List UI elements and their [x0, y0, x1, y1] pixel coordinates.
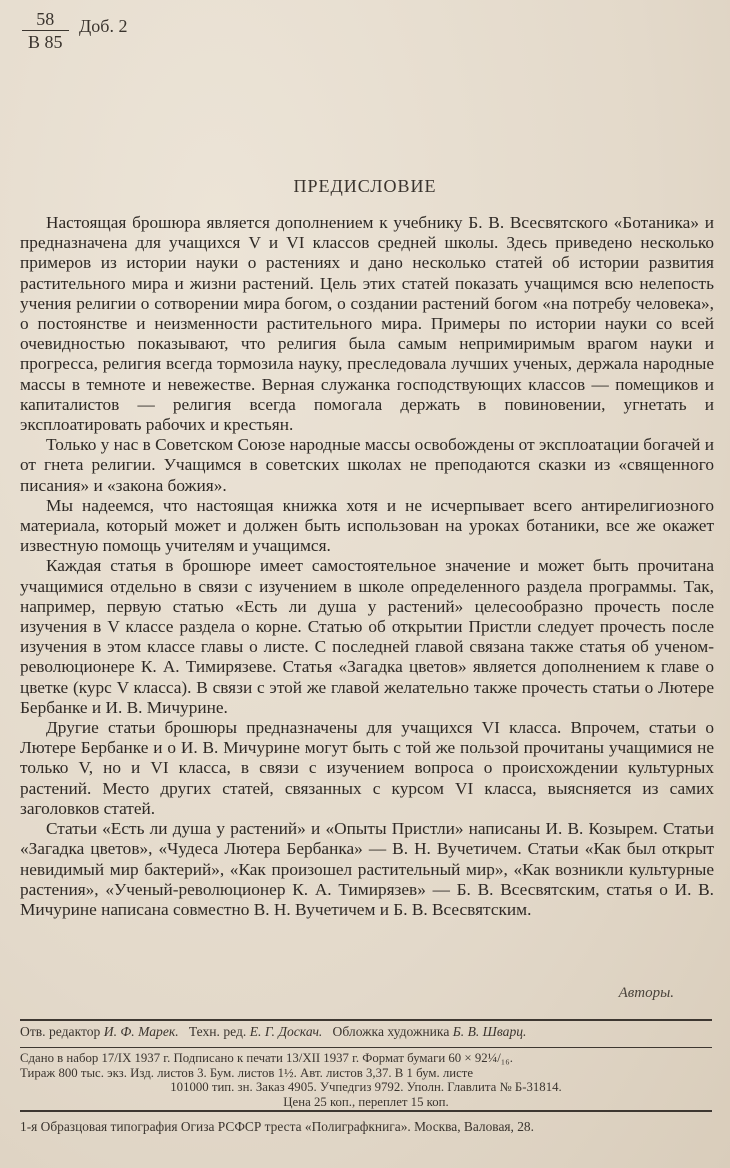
paragraph-4: Каждая статья в брошюре имеет самостоятельное значение и может быть прочитана учащимися отдельно в связи с изучением в школе определенного раздела программы. Так, например, первую статью «Есть ли душа у растений» целесообразно прочесть после изучения в V классе раздела о корне. Статью об открытии Пристли следует прочесть после изучения в этом классе главы о листе. С последней главой связана также статья об ученом-революционере К. А. Тимирязеве. Статья «Загадка цветов» является дополнением к главе о цветке (курс V класса). В связи с этой же главой желательно также прочесть статьи о Лютере Бербанке и И. В. Мичурине.	[20, 556, 714, 717]
classification-letter: В 85	[28, 32, 63, 52]
preface-text	[20, 213, 714, 920]
imprint-block	[20, 1051, 712, 1109]
paragraph-6: Статьи «Есть ли душа у растений» и «Опыты Пристли» написаны И. В. Козырем. Статьи «Загадка цветов», «Чудеса Лютера Бербанка» — В. Н. Вучетичем. Статьи «Как был открыт невидимый мир бактерий», «Как произошел растительный мир», «Как возникли культурные растения», «Ученый-революционер К. А. Тимирязев» — Б. В. Всесвятским, статья о И. В. Мичурине написана совместно В. Н. Вучетичем и Б. В. Всесвятским.	[20, 819, 714, 919]
page-title: ПРЕДИСЛОВИЕ	[293, 176, 437, 196]
paragraph-5: Другие статьи брошюры предназначены для учащихся VI класса. Впрочем, статьи о Лютере Бербанке и о И. В. Мичурине могут быть с той же пользой прочитаны учащимися не только V, но и VI класса, в связи с изучением вопроса о происхождении культурных растений. Место других статей, связанных с курсом VI класса, выясняется из самих заголовков статей.	[20, 718, 714, 818]
printer-line: 1-я Образцовая типография Огиза РСФСР треста «Полиграфкнига». Москва, Валовая, 28.	[20, 1119, 534, 1134]
paragraph-2: Только у нас в Советском Союзе народные массы освобождены от эксплоатации богачей и от гнета религии. Учащимся в советских школах не преподаются сказки из «священного писания» и «закона божия».	[20, 435, 714, 495]
classification-number: 58	[22, 8, 69, 31]
editor-name: И. Ф. Марек.	[103, 1024, 179, 1039]
imprint-line: 101000 тип. зн. Заказ 4905. Учпедгиз 9792. Уполн. Главлита № Б-31814.	[170, 1080, 562, 1095]
paragraph-1: Настоящая брошюра является дополнением к учебнику Б. В. Всесвятского «Ботаника» и предназначена для учащихся V и VI классов средней школы. Здесь приведено несколько примеров из истории науки о растениях и дано несколько статей об истории развития растительного мира и жизни растений. Цель этих статей показать учащимся всю нелепость учения религии о сотворении мира богом, о создании растений богом «на потребу человека», о постоянстве и неизменности растительного мира. Примеры по истории науки со всей очевидностью показывают, что религия была самым непримиримым врагом науки и прогресса, религия всегда тормозила науку, преследовала лучших ученых, держала народные массы в темноте и невежестве. Верная служанка господствующих классов — помещиков и капиталистов — религия всегда помогала держать в повиновении, угнетать и эксплоатировать рабочих и крестьян.	[20, 213, 714, 435]
imprint-line: Цена 25 коп., переплет 15 коп.	[283, 1094, 449, 1109]
paragraph-3: Мы надеемся, что настоящая книжка хотя и не исчерпывает всего антирелигиозного материала, который может и должен быть использован на уроках ботаники, все же окажет известную помощь учителям и учащимся.	[20, 495, 714, 556]
library-classification	[22, 8, 127, 53]
editor-label: Отв. редактор	[20, 1024, 101, 1039]
tech-editor-name: Е. Г. Доскач.	[249, 1024, 323, 1039]
imprint-line: Сдано в набор 17/IX 1937 г. Подписано к печати 13/XII 1937 г. Формат бумаги 60 × 92¼/₁₆.	[20, 1051, 513, 1065]
imprint-line: Тираж 800 тыс. экз. Изд. листов 3. Бум. листов 1½. Авт. листов 3,37. В 1 бум. листе	[20, 1065, 474, 1080]
cover-artist-label: Обложка художника	[332, 1024, 450, 1039]
tech-editor-label: Техн. ред.	[188, 1024, 247, 1039]
signature: Авторы.	[618, 985, 674, 1001]
addition-mark: Доб. 2	[79, 16, 128, 36]
classification-fraction	[22, 8, 69, 53]
cover-artist-name: Б. В. Шварц.	[452, 1024, 527, 1039]
divider-bottom	[20, 1110, 712, 1112]
credits-line	[20, 1024, 712, 1040]
divider-middle	[20, 1047, 712, 1048]
divider-top	[20, 1019, 712, 1021]
